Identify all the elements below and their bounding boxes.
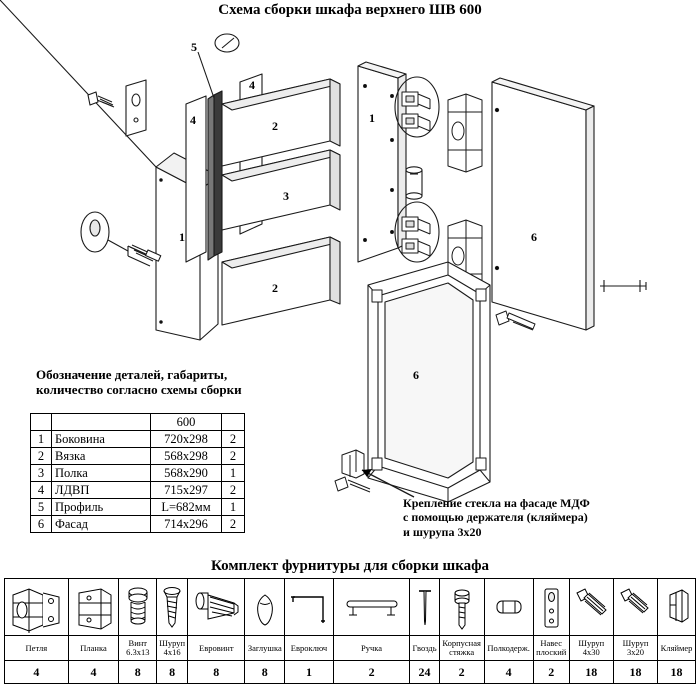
- header-no: [31, 414, 52, 431]
- row-qty: 1: [222, 499, 245, 516]
- row-name: Профиль: [52, 499, 151, 516]
- table-header-row: [31, 414, 245, 431]
- fitting-count: 8: [157, 661, 188, 684]
- row-qty: 2: [222, 516, 245, 533]
- fitting-name: Ручка: [333, 636, 410, 661]
- callout-2-top: 2: [272, 119, 278, 133]
- row-dim: 715x297: [151, 482, 222, 499]
- table-row: [31, 448, 245, 465]
- row-no: 1: [31, 431, 52, 448]
- fitting-count: 24: [410, 661, 439, 684]
- row-dim: L=682мм: [151, 499, 222, 516]
- row-no: 2: [31, 448, 52, 465]
- fitting-name: Шуруп 4x16: [157, 636, 188, 661]
- fitting-name: Заглушка: [245, 636, 285, 661]
- fitting-name: Гвоздь: [410, 636, 439, 661]
- screw3x20-icon: [613, 579, 657, 636]
- table-row: [31, 465, 245, 482]
- fitting-name: Евроключ: [285, 636, 334, 661]
- fitting-count: 4: [484, 661, 533, 684]
- legend-heading-line1: Обозначение деталей, габариты,: [36, 367, 228, 382]
- legend-heading-line2: количество согласно схемы сборки: [36, 381, 242, 397]
- fitting-name: Кляймер: [658, 636, 696, 661]
- fitting-count: 1: [285, 661, 334, 684]
- fittings-icons-row: [5, 579, 696, 636]
- fitting-count: 18: [658, 661, 696, 684]
- handle-icon: [333, 579, 410, 636]
- table-row: [31, 431, 245, 448]
- fitting-count: 2: [533, 661, 569, 684]
- page-title: Схема сборки шкафа верхнего ШВ 600: [218, 2, 482, 18]
- callout-3: 3: [283, 189, 289, 203]
- fittings-counts-row: [5, 661, 696, 684]
- legend-heading: [36, 368, 296, 398]
- fitting-count: 8: [245, 661, 285, 684]
- row-no: 4: [31, 482, 52, 499]
- table-row: [31, 499, 245, 516]
- cabinet-tie-icon: [439, 579, 484, 636]
- fitting-count: 18: [613, 661, 657, 684]
- hinge-icon: [5, 579, 69, 636]
- callout-1-right: 1: [369, 111, 375, 125]
- fitting-count: 8: [188, 661, 245, 684]
- table-row: [31, 482, 245, 499]
- callout-2-bottom: 2: [272, 281, 278, 295]
- screw4x30-icon: [569, 579, 613, 636]
- callout-1-left: 1: [179, 230, 185, 244]
- row-name: Вязка: [52, 448, 151, 465]
- screw-coupling-icon: [119, 579, 157, 636]
- header-name: [52, 414, 151, 431]
- row-no: 6: [31, 516, 52, 533]
- glass-note-line3: и шурупа 3x20: [403, 524, 482, 539]
- fitting-count: 18: [569, 661, 613, 684]
- fittings-table: [4, 578, 696, 684]
- fittings-title: Комплект фурнитуры для сборки шкафа: [211, 558, 489, 574]
- shelf-support-icon: [484, 579, 533, 636]
- cap-icon: [245, 579, 285, 636]
- euroscrew-icon: [188, 579, 245, 636]
- row-name: Боковина: [52, 431, 151, 448]
- fitting-name: Шуруп 3x20: [613, 636, 657, 661]
- screw-icon: [157, 579, 188, 636]
- row-dim: 714x296: [151, 516, 222, 533]
- row-name: Фасад: [52, 516, 151, 533]
- row-dim: 568x290: [151, 465, 222, 482]
- fitting-count: 4: [5, 661, 69, 684]
- row-name: ЛДВП: [52, 482, 151, 499]
- header-width: 600: [151, 414, 222, 431]
- row-qty: 2: [222, 482, 245, 499]
- fitting-count: 2: [333, 661, 410, 684]
- parts-table: [30, 413, 245, 533]
- fitting-name: Корпусная стяжка: [439, 636, 484, 661]
- fitting-count: 4: [68, 661, 119, 684]
- flat-hanger-icon: [533, 579, 569, 636]
- header-qty: [222, 414, 245, 431]
- clamp-icon: [658, 579, 696, 636]
- nail-icon: [410, 579, 439, 636]
- row-name: Полка: [52, 465, 151, 482]
- callout-6-front: 6: [413, 368, 419, 382]
- fitting-name: Шуруп 4x30: [569, 636, 613, 661]
- row-dim: 720x298: [151, 431, 222, 448]
- fitting-name: Планка: [68, 636, 119, 661]
- fitting-name: Винт 6.3x13: [119, 636, 157, 661]
- mounting-plate-icon: [68, 579, 119, 636]
- fittings-names-row: [5, 636, 696, 661]
- row-no: 3: [31, 465, 52, 482]
- fitting-name: Петля: [5, 636, 69, 661]
- fitting-name: Евровинт: [188, 636, 245, 661]
- glass-note-line2: с помощью держателя (кляймера): [403, 510, 588, 525]
- fitting-name: Полкодерж.: [484, 636, 533, 661]
- callout-4b: 4: [190, 113, 196, 127]
- row-qty: 1: [222, 465, 245, 482]
- row-qty: 2: [222, 431, 245, 448]
- fitting-count: 2: [439, 661, 484, 684]
- fitting-count: 8: [119, 661, 157, 684]
- callout-6-right: 6: [531, 230, 537, 244]
- glass-note-line1: Крепление стекла на фасаде МДФ: [403, 496, 590, 510]
- callout-4a: 4: [249, 78, 255, 92]
- row-dim: 568x298: [151, 448, 222, 465]
- glass-mounting-note: [403, 496, 693, 539]
- callout-5: 5: [191, 40, 197, 54]
- row-qty: 2: [222, 448, 245, 465]
- table-row: [31, 516, 245, 533]
- fitting-name: Навес плоский: [533, 636, 569, 661]
- eurokey-icon: [285, 579, 334, 636]
- row-no: 5: [31, 499, 52, 516]
